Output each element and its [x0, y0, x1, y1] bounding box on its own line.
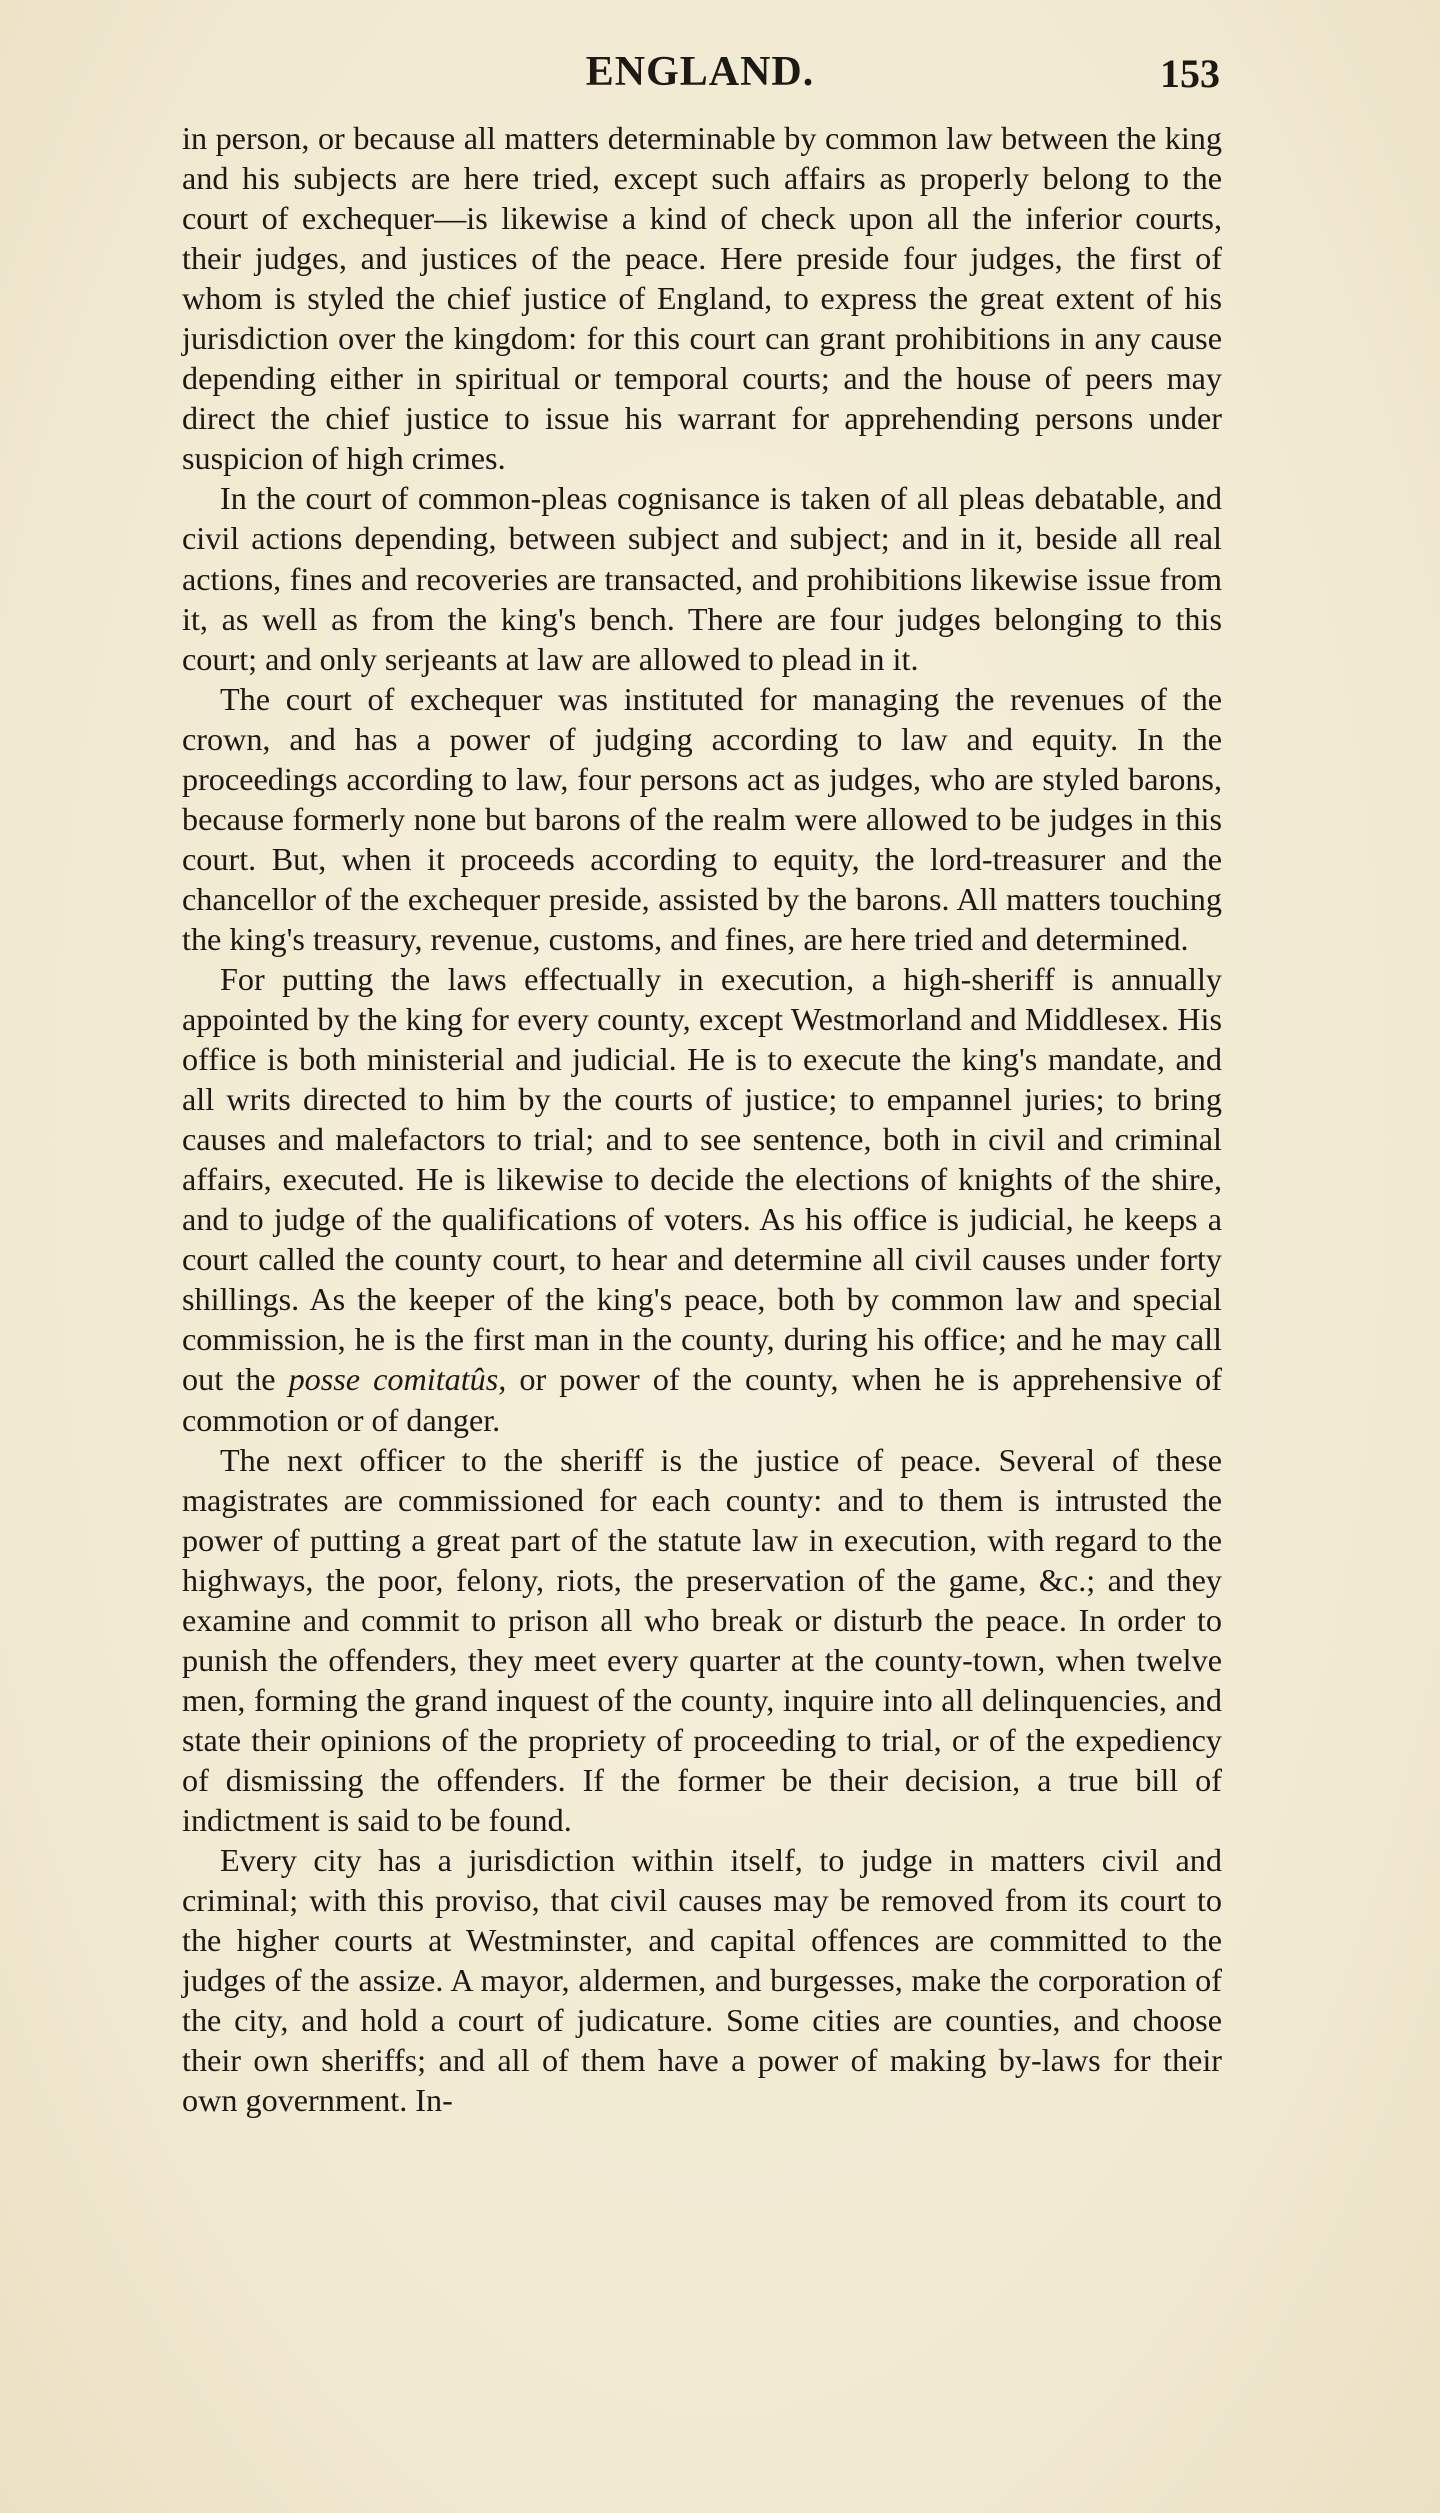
- paragraph-high-sheriff: [182, 959, 1222, 1440]
- sheriff-text-before: For putting the laws effectually in execution, a high-sheriff is annually appointed by the king for every county, except Westmorland and Middlesex. His office is both ministerial and judicial. He is to execute the king's mandate, and all writs directed to him by the courts of justice; to empannel juries; to bring causes and malefactors to trial; and to see sentence, both in civil and criminal affairs, executed. He is likewise to decide the elections of knights of the shire, and to judge of the qualifications of voters. As his office is judicial, he keeps a court called the county court, to hear and determine all civil causes under forty shillings. As the keeper of the king's peace, both by common law and special commission, he is the first man in the county, during his office; and he may call out the: [182, 960, 1222, 1398]
- body-text: [182, 118, 1222, 2120]
- page-number: 153: [1160, 51, 1220, 96]
- paragraph-kings-bench: in person, or because all matters determinable by common law between the king and his subjects are here tried, except such affairs as properly belong to the court of exchequer—is likewise a kind of check upon all the inferior courts, their judges, and justices of the peace. Here preside four judges, the first of whom is styled the chief justice of England, to express the great extent of his jurisdiction over the kingdom: for this court can grant prohibitions in any cause depending either in spiritual or temporal courts; and the house of peers may direct the chief justice to issue his warrant for apprehending persons under suspicion of high crimes.: [182, 120, 1222, 477]
- page-header: [180, 48, 1220, 108]
- paragraph-common-pleas: In the court of common-pleas cognisance is taken of all pleas debatable, and civil actions depending, between subject and subject; and in it, beside all real actions, fines and recoveries are transacted, and prohibitions likewise issue from it, as well as from the king's bench. There are four judges belonging to this court; and only serjeants at law are allowed to plead in it.: [182, 480, 1222, 677]
- running-head: ENGLAND.: [585, 49, 815, 95]
- posse-comitatus-italic: posse comitatûs,: [288, 1361, 507, 1398]
- paragraph-exchequer: The court of exchequer was instituted for managing the revenues of the crown, and has a power of judging according to law and equity. In the proceedings according to law, four persons act as judges, who are styled barons, because formerly none but barons of the realm were allowed to be judges in this court. But, when it proceeds according to equity, the lord-treasurer and the chancellor of the exchequer preside, assisted by the barons. All matters touching the king's treasury, revenue, customs, and fines, are here tried and determined.: [182, 680, 1222, 957]
- paragraph-city-jurisdiction: Every city has a jurisdiction within itself, to judge in matters civil and criminal; with this proviso, that civil causes may be removed from its court to the higher courts at Westminster, and capital offences are committed to the judges of the assize. A mayor, aldermen, and burgesses, make the corporation of the city, and hold a court of judicature. Some cities are counties, and choose their own sheriffs; and all of them have a power of making by-laws for their own government. In-: [182, 1842, 1222, 2119]
- paragraph-justice-of-peace: The next officer to the sheriff is the justice of peace. Several of these magistrates are commissioned for each county: and to them is intrusted the power of putting a great part of the statute law in execution, with regard to the highways, the poor, felony, riots, the preservation of the game, &c.; and they examine and commit to prison all who break or disturb the peace. In order to punish the offenders, they meet every quarter at the county-town, when twelve men, forming the grand inquest of the county, inquire into all delinquencies, and state their opinions of the propriety of proceeding to trial, or of the expediency of dismissing the offenders. If the former be their decision, a true bill of indictment is said to be found.: [182, 1441, 1222, 1838]
- sheriff-text-after: or power of the county, when he is apprehensive of commotion or of danger.: [182, 1361, 1222, 1438]
